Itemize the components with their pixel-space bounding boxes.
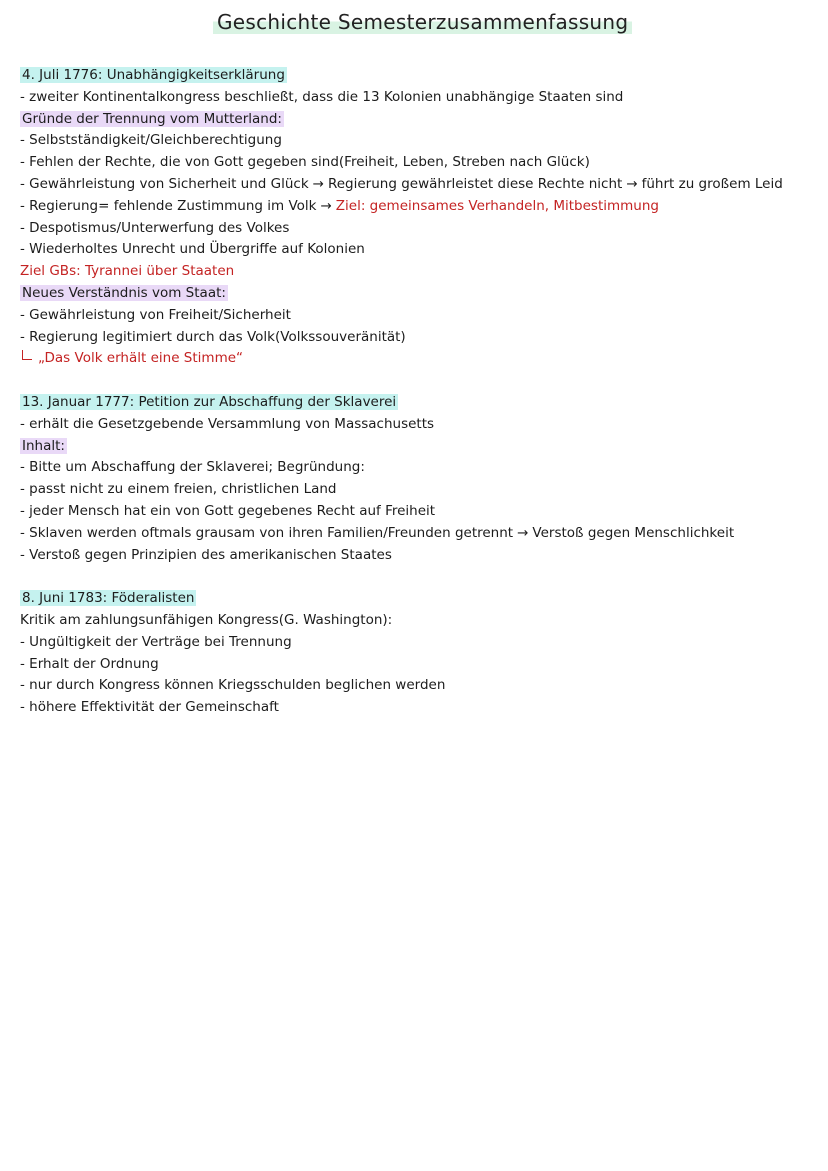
note-line: - Bitte um Abschaffung der Sklaverei; Begründung:	[20, 459, 365, 476]
note-line: - Sklaven werden oftmals grausam von ihren Familien/Freunden getrennt → Verstoß gegen Menschlichkeit	[20, 523, 816, 545]
section-1	[20, 65, 816, 87]
note-line: - erhält die Gesetzgebende Versammlung von Massachusetts	[20, 415, 435, 432]
section-2-heading: 13. Januar 1777: Petition zur Abschaffung der Sklaverei	[22, 393, 397, 410]
note-line: - jeder Mensch hat ein von Gott gegebenes Recht auf Freiheit	[20, 502, 436, 519]
note-line: - Regierung legitimiert durch das Volk(Volkssouveränität)	[20, 328, 406, 345]
note-line: - Despotismus/Unterwerfung des Volkes	[20, 219, 290, 236]
note-line: - Selbstständigkeit/Gleichberechtigung	[20, 132, 282, 149]
quote-note: „Das Volk erhält eine Stimme“	[20, 348, 816, 370]
arrow-right-icon: →	[517, 524, 529, 541]
corner-arrow-icon	[22, 350, 32, 360]
section-2	[20, 392, 816, 414]
section-1-heading: 4. Juli 1776: Unabhängigkeitserklärung	[22, 67, 285, 83]
subheading: Inhalt:	[22, 437, 65, 454]
notes-body	[20, 65, 816, 719]
arrow-right-icon: →	[312, 175, 324, 192]
note-line: - nur durch Kongress können Kriegsschulden beglichen werden	[20, 677, 446, 694]
note-line: - Gewährleistung von Freiheit/Sicherheit	[20, 306, 291, 323]
note-line: - Regierung= fehlende Zustimmung im Volk → Ziel: gemeinsames Verhandeln, Mitbestimmung	[20, 196, 816, 218]
note-line: - Wiederholtes Unrecht und Übergriffe auf Kolonien	[20, 241, 365, 258]
note-line: - Ungültigkeit der Verträge bei Trennung	[20, 633, 292, 650]
note-line: - Fehlen der Rechte, die von Gott gegeben sind(Freiheit, Leben, Streben nach Glück)	[20, 154, 590, 171]
subheading: Neues Verständnis vom Staat:	[22, 284, 226, 301]
arrow-right-icon: →	[626, 175, 638, 192]
section-3	[20, 588, 816, 610]
page-title: Geschichte Semesterzusammenfassung	[213, 10, 632, 34]
note-line: - passt nicht zu einem freien, christlichen Land	[20, 481, 337, 498]
goal-note: Ziel GBs: Tyrannei über Staaten	[20, 263, 235, 280]
section-3-heading: 8. Juni 1783: Föderalisten	[22, 590, 195, 607]
goal-note: Ziel: gemeinsames Verhandeln, Mitbestimmung	[335, 197, 659, 214]
subheading: Gründe der Trennung vom Mutterland:	[22, 110, 282, 127]
note-line: - Gewährleistung von Sicherheit und Glück → Regierung gewährleistet diese Rechte nicht → führt zu großem Leid	[20, 174, 816, 196]
note-line: Kritik am zahlungsunfähigen Kongress(G. Washington):	[20, 611, 393, 628]
arrow-right-icon: →	[320, 197, 332, 214]
note-line: - Verstoß gegen Prinzipien des amerikanischen Staates	[20, 546, 392, 563]
note-line: - höhere Effektivität der Gemeinschaft	[20, 699, 279, 716]
note-line: - Erhalt der Ordnung	[20, 655, 159, 672]
note-line: - zweiter Kontinentalkongress beschließt, dass die 13 Kolonien unabhängige Staaten sind	[20, 88, 624, 105]
